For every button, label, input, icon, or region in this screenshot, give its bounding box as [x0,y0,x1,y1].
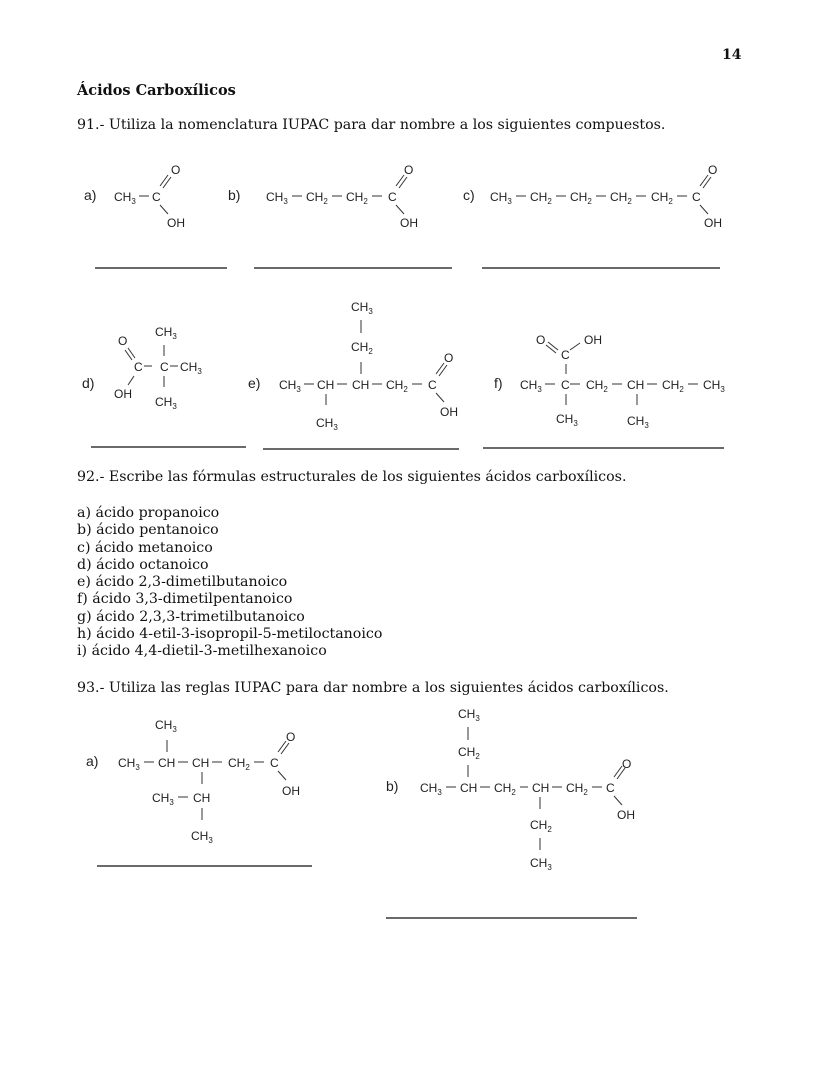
svg-text:CH3: $CH_3$ [118,756,140,772]
svg-text:OH: OH [584,333,602,347]
svg-text:CH3: $CH_3$ [155,395,177,411]
svg-text:CH: CH [532,781,550,795]
svg-text:CH2: $CH_2$ [386,378,408,394]
svg-text:C: C [428,378,437,392]
svg-text:CH: CH [627,378,645,392]
svg-text:C: C [561,378,570,392]
structure-91b [228,163,452,268]
svg-text:OH: OH [704,216,722,230]
svg-text:CH: CH [192,756,210,770]
svg-text:OH: OH [400,216,418,230]
svg-text:CH2: $CH_2$ [228,756,250,772]
svg-text:CH2: $CH_2$ [570,190,592,206]
svg-text:CH3: $CH_3$ [351,300,373,316]
label-93a: a) [86,753,99,769]
page-number: 14 [722,47,742,63]
svg-text:C: C [160,360,169,374]
svg-text:CH2: $CH_2$ [351,340,373,356]
label-91f: f) [494,375,503,391]
list-item: g) ácido 2,3,3-trimetilbutanoico [77,608,305,625]
svg-text:CH: CH [460,781,478,795]
svg-text:CH3: $CH_3$ [627,414,649,430]
svg-text:CH2: $CH_2$ [346,190,368,206]
hydroxyl-group: OH [167,216,185,230]
svg-text:CH3: $CH_3$ [155,718,177,734]
svg-text:OH: OH [617,808,635,822]
svg-text:CH2: $CH_2$ [494,781,516,797]
svg-text:CH2: $CH_2$ [530,818,552,834]
svg-text:CH3: $CH_3$ [152,791,174,807]
svg-text:CH2: $CH_2$ [651,190,673,206]
svg-text:OH: OH [282,784,300,798]
svg-text:C: C [134,360,143,374]
structure-91e [248,300,459,449]
svg-text:OH: OH [440,405,458,419]
question-91-text: 91.- Utiliza la nomenclatura IUPAC para dar nombre a los siguientes compuestos. [77,117,666,133]
svg-text:C: C [561,348,570,362]
svg-text:O: O [404,163,414,177]
svg-text:O: O [708,163,718,177]
svg-text:O: O [286,730,296,744]
svg-text:CH3: $CH_3$ [279,378,301,394]
svg-text:O: O [536,333,546,347]
svg-text:CH2: $CH_2$ [586,378,608,394]
svg-text:CH: CH [193,791,211,805]
svg-text:CH3: $CH_3$ [490,190,512,206]
list-item: f) ácido 3,3-dimetilpentanoico [77,591,293,608]
svg-text:CH2: $CH_2$ [530,190,552,206]
list-item: c) ácido metanoico [77,539,213,556]
ch3-group: $CH_3$ [114,190,136,206]
svg-text:CH2: $CH_2$ [458,745,480,761]
question-93-text: 93.- Utiliza las reglas IUPAC para dar nombre a los siguientes ácidos carboxílicos. [77,680,669,696]
svg-text:CH3: $CH_3$ [191,829,213,845]
svg-text:C: C [606,781,615,795]
svg-text:C: C [692,190,701,204]
structure-91d [82,325,246,447]
svg-text:CH3: $CH_3$ [180,360,202,376]
list-item: h) ácido 4-etil-3-isopropil-5-metiloctanoico [77,626,383,643]
label-93b: b) [386,778,399,794]
list-item: e) ácido 2,3-dimetilbutanoico [77,574,288,591]
svg-text:CH2: $CH_2$ [566,781,588,797]
svg-text:CH3: $CH_3$ [556,412,578,428]
structure-91c [463,163,722,268]
list-item: i) ácido 4,4-dietil-3-metilhexanoico [77,643,327,660]
section-title: Ácidos Carboxílicos [77,82,236,99]
svg-text:CH3: $CH_3$ [155,325,177,341]
svg-text:CH2: $CH_2$ [662,378,684,394]
structure-91a [84,163,227,268]
svg-text:CH3: $CH_3$ [458,707,480,723]
svg-text:CH3: $CH_3$ [316,416,338,432]
acid-names-list [77,505,382,661]
structure-91f [483,333,725,448]
svg-text:O: O [444,351,454,365]
label-91c: c) [463,187,475,203]
svg-text:OH: OH [114,387,132,401]
label-91e: e) [248,375,261,391]
carboxyl-carbon: C [152,190,161,204]
svg-text:C: C [388,190,397,204]
svg-text:CH3: $CH_3$ [530,856,552,872]
svg-text:CH2: $CH_2$ [306,190,328,206]
list-item: b) ácido pentanoico [77,522,219,539]
list-item: d) ácido octanoico [77,556,209,573]
svg-text:C: C [270,756,279,770]
svg-text:O: O [622,757,632,771]
svg-text:CH3: $CH_3$ [266,190,288,206]
structure-93b [386,707,637,918]
svg-text:CH3: $CH_3$ [520,378,542,394]
svg-text:CH: CH [352,378,370,392]
list-item: a) ácido propanoico [77,505,220,521]
label-91a: a) [84,187,97,203]
svg-text:CH2: $CH_2$ [610,190,632,206]
svg-text:CH3: $CH_3$ [703,378,725,394]
label-91d: d) [82,375,95,391]
label-91b: b) [228,187,241,203]
question-92-text: 92.- Escribe las fórmulas estructurales de los siguientes ácidos carboxílicos. [77,469,627,485]
svg-text:CH3: $CH_3$ [420,781,442,797]
structure-93a [86,718,312,866]
svg-text:CH: CH [158,756,176,770]
svg-text:O: O [118,334,128,348]
svg-text:CH: CH [317,378,335,392]
carbonyl-oxygen: O [171,163,181,177]
